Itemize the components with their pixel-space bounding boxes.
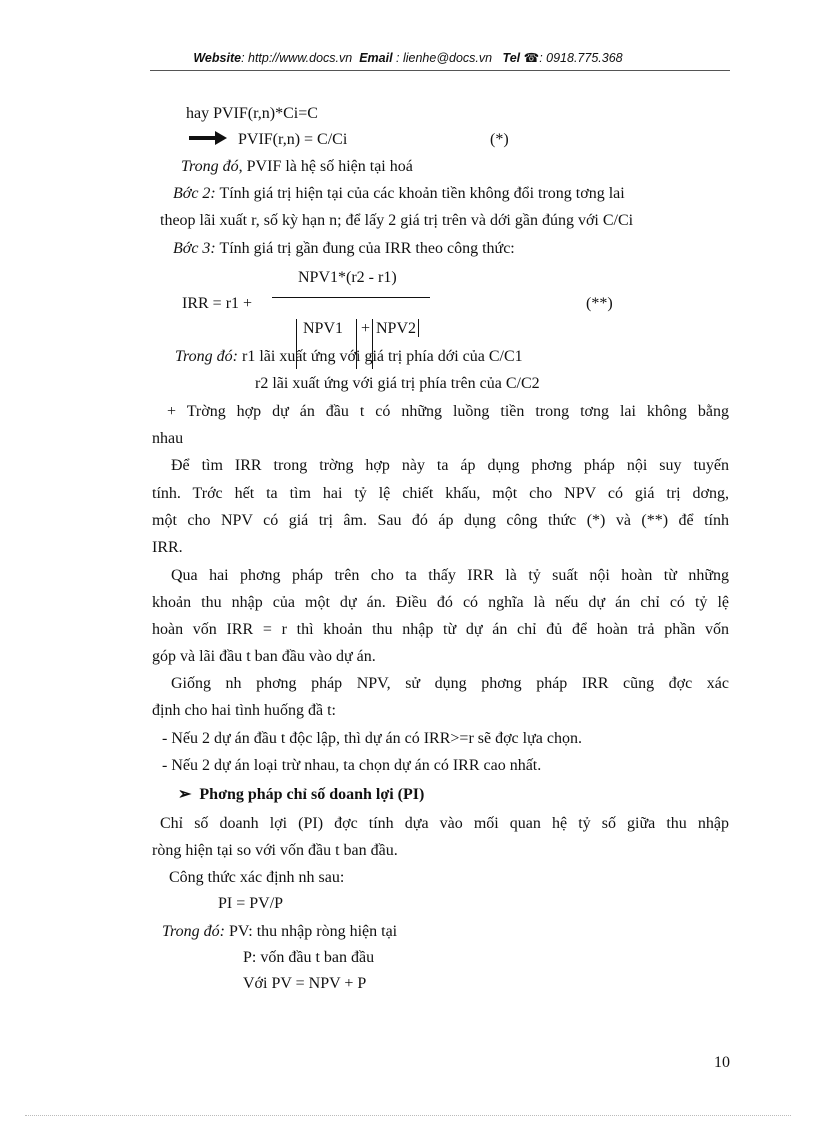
- step-2-label: Bớc 2:: [173, 185, 216, 202]
- para-4-line-2: định cho hai tình huống đầ t:: [152, 702, 336, 719]
- formula-denominator-1: NPV1: [303, 320, 344, 337]
- equation-mark-2: (**): [586, 295, 613, 312]
- line-11: Với PV = NPV + P: [243, 975, 367, 992]
- para-3-line-2: khoản thu nhập của một dự án. Điều đó có nghĩa là nếu dự án chỉ có tỷ lệ: [152, 594, 729, 611]
- arrowhead-bullet-icon: ➢: [178, 786, 192, 803]
- line-7-part-3: với giá trị phía dới của C/C1: [339, 348, 523, 365]
- para-5-line-2: ròng hiện tại so với vốn đầu t ban đầu.: [152, 842, 398, 859]
- formula-lhs: IRR = r1 +: [182, 295, 253, 312]
- header-divider: [150, 70, 730, 71]
- tel-label: Tel: [502, 51, 521, 65]
- right-arrow-icon: [189, 131, 227, 145]
- para-2-line-1: Để tìm IRR trong trờng hợp này ta áp dụng phơng pháp nội suy tuyến: [171, 457, 729, 474]
- equation-mark-1: (*): [490, 131, 509, 148]
- para-6: Công thức xác định nh sau:: [169, 869, 345, 886]
- para-2-line-4: IRR.: [152, 539, 183, 556]
- page-header: [0, 50, 816, 65]
- line-7-part-2: xuất ứng: [279, 348, 340, 365]
- line-3: [181, 157, 413, 177]
- line-2: PVIF(r,n) = C/Ci: [238, 131, 348, 148]
- formula-denominator-2: NPV2: [376, 320, 417, 337]
- tel-value: : 0918.775.368: [539, 51, 623, 65]
- line-4: [173, 184, 625, 204]
- fraction-line: [272, 297, 430, 298]
- line-3-label: Trong đó: [181, 158, 239, 175]
- bullet-item-1: - Nếu 2 dự án đầu t độc lập, thì dự án có IRR>=r sẽ đợc lựa chọn.: [162, 730, 582, 747]
- abs-bar: [418, 319, 419, 337]
- line-6: [173, 239, 515, 259]
- para-1-line-1: + Trờng hợp dự án đầu t có những luồng tiền trong tơng lai không bằng: [167, 403, 729, 420]
- line-9: [162, 922, 397, 942]
- section-heading: [178, 785, 424, 805]
- line-7-part-1: r1 lãi: [237, 348, 280, 365]
- email-label: Email: [359, 51, 393, 65]
- para-2-line-2: tính. Trớc hết ta tìm hai tỷ lệ chiết khấu, một cho NPV có giá trị dơng,: [152, 485, 729, 502]
- line-1: hay PVIF(r,n)*Ci=C: [186, 105, 318, 122]
- line-10: P: vốn đầu t ban đầu: [243, 949, 375, 966]
- website-label: Website: [193, 51, 242, 65]
- para-3-line-4: góp và lãi đầu t ban đầu vào dự án.: [152, 648, 376, 665]
- para-3-line-3: hoàn vốn IRR = r thì khoản thu nhập từ dự án chỉ đủ để hoàn trả phần vốn: [152, 621, 729, 638]
- line-3-text: , PVIF là hệ số hiện tại hoá: [238, 158, 413, 175]
- where-label-2: Trong đó:: [162, 923, 225, 940]
- formula-numerator: NPV1*(r2 - r1): [298, 269, 397, 286]
- para-3-line-1: Qua hai phơng pháp trên cho ta thấy IRR là tỷ suất nội hoàn từ những: [171, 567, 729, 584]
- website-value: : http://www.docs.vn: [241, 51, 353, 65]
- bullet-item-2: - Nếu 2 dự án loại trừ nhau, ta chọn dự án có IRR cao nhất.: [162, 757, 542, 774]
- email-value: : lienhe@docs.vn: [392, 51, 493, 65]
- line-5: theop lãi xuất r, số kỳ hạn n; để lấy 2 giá trị trên và dới gần đúng với C/Ci: [160, 212, 634, 229]
- step-2-text: Tính giá trị hiện tại của các khoản tiền không đổi trong tơng lai: [215, 185, 625, 202]
- line-9-text: PV: thu nhập ròng hiện tại: [224, 923, 398, 940]
- step-3-label: Bớc 3:: [173, 240, 216, 257]
- footer-divider: [25, 1115, 791, 1116]
- para-5-line-1: Chỉ số doanh lợi (PI) đợc tính dựa vào mối quan hệ tỷ số giữa thu nhập: [160, 815, 729, 832]
- formula-plus: +: [361, 320, 371, 337]
- line-7: [175, 347, 523, 367]
- where-label: Trong đó:: [175, 348, 238, 365]
- page-number: 10: [714, 1054, 730, 1071]
- section-heading-text: Phơng pháp chỉ số doanh lợi (PI): [199, 786, 425, 803]
- para-1-line-2: nhau: [152, 430, 184, 447]
- line-8: r2 lãi xuất ứng với giá trị phía trên của C/C2: [255, 375, 540, 392]
- para-4-line-1: Giống nh phơng pháp NPV, sử dụng phơng pháp IRR cũng đợc xác: [171, 675, 729, 692]
- phone-icon: ☎: [523, 51, 540, 65]
- para-2-line-3: một cho NPV có giá trị âm. Sau đó áp dụng công thức (*) và (**) để tính: [152, 512, 729, 529]
- step-3-text: Tính giá trị gần đung của IRR theo công thức:: [215, 240, 515, 257]
- pi-formula: PI = PV/P: [218, 895, 284, 912]
